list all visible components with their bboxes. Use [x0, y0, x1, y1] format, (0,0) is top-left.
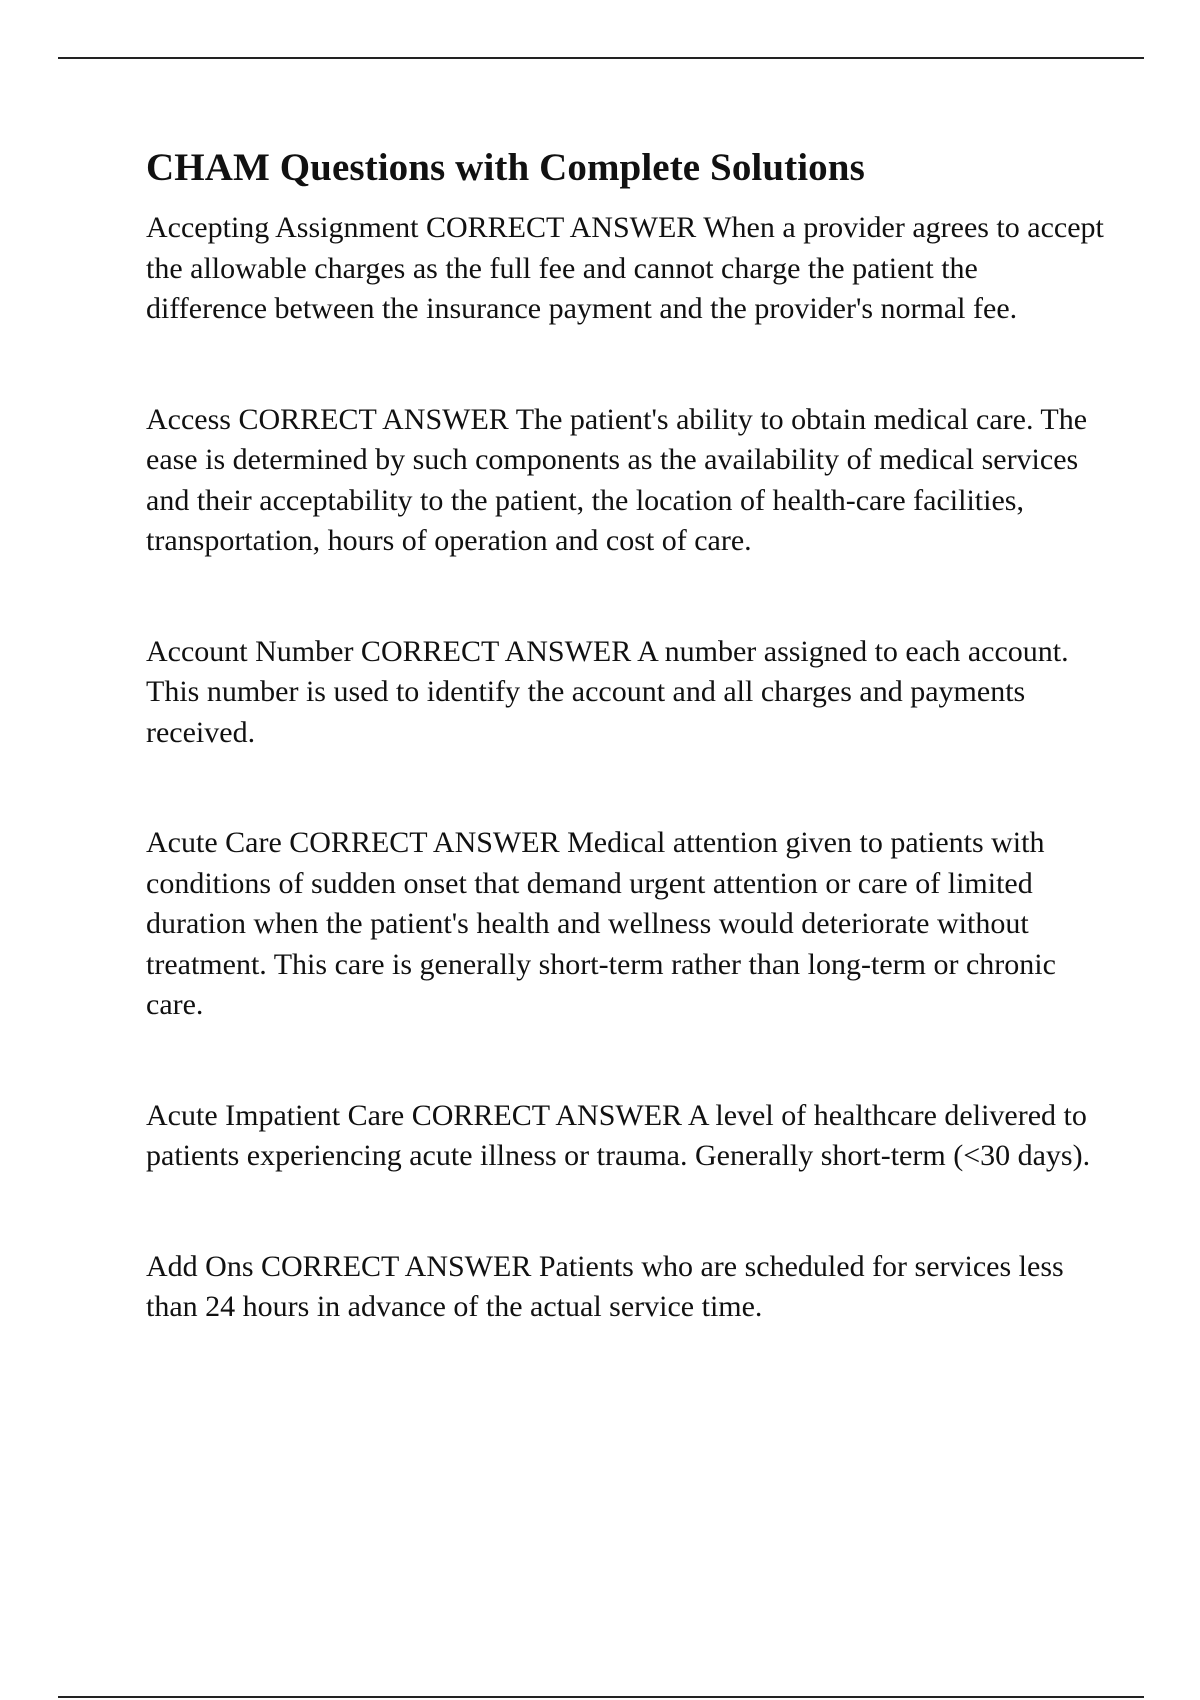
document-page [146, 142, 1106, 1328]
entry-account-number: Account Number CORRECT ANSWER A number assigned to each account. This number is used to identify the account and all charges and payments received. [146, 634, 1069, 749]
entry-acute-impatient-care: Acute Impatient Care CORRECT ANSWER A level of healthcare delivered to patients experiencing acute illness or trauma. Generally short-term (<30 days). [146, 1098, 1091, 1172]
document-title: CHAM Questions with Complete Solutions [146, 146, 865, 189]
footer-rule [58, 1696, 1144, 1698]
entry-acute-care: Acute Care CORRECT ANSWER Medical attention given to patients with conditions of sudden onset that demand urgent attention or care of limited duration when the patient's health and wellness would deteriorate without treatment. This care is generally short-term rather than long-term or chronic care. [146, 826, 1056, 1021]
entry-add-ons: Add Ons CORRECT ANSWER Patients who are scheduled for services less than 24 hours in advance of the actual service time. [146, 1249, 1064, 1323]
header-rule [58, 57, 1144, 59]
entry-accepting-assignment: Accepting Assignment CORRECT ANSWER When a provider agrees to accept the allowable charges as the full fee and cannot charge the patient the difference between the insurance payment and the provider's normal fee. [146, 211, 1104, 325]
entry-access: Access CORRECT ANSWER The patient's ability to obtain medical care. The ease is determined by such components as the availability of medical services and their acceptability to the patient, the location of health-care facilities, transportation, hours of operation and cost of care. [146, 402, 1088, 557]
